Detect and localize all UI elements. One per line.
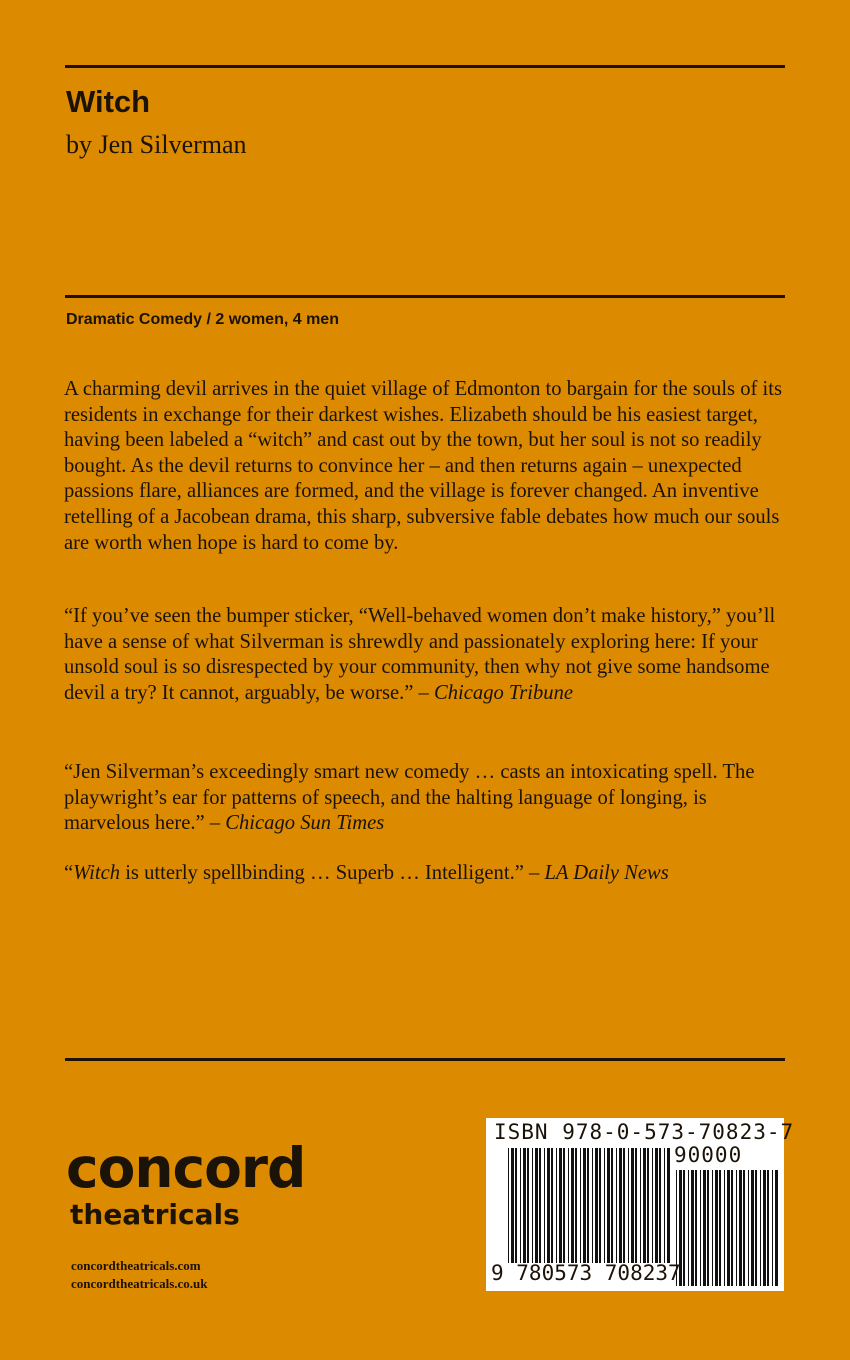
barcode-bar — [607, 1148, 610, 1263]
barcode-bar — [667, 1148, 670, 1263]
barcode-digits: 9 780573 708237 — [491, 1261, 681, 1285]
barcode-bar — [547, 1148, 550, 1263]
barcode-bar — [664, 1148, 665, 1263]
barcode-bar — [755, 1170, 757, 1286]
isbn-label: ISBN 978-0-573-70823-7 — [494, 1120, 795, 1144]
barcode-bar — [767, 1170, 769, 1286]
barcode-bar — [556, 1148, 557, 1263]
barcode-bar — [772, 1170, 773, 1286]
review-source: Chicago Sun Times — [225, 812, 385, 835]
barcode-bar — [616, 1148, 617, 1263]
barcode-bar — [515, 1148, 517, 1263]
review-quote: is utterly spellbinding … Superb … Intelligent.” – — [120, 862, 540, 884]
publisher-logo-concord: concord — [66, 1136, 306, 1200]
barcode-bar — [544, 1148, 545, 1263]
barcode-bar — [724, 1170, 725, 1286]
barcode-bar — [763, 1170, 766, 1286]
barcode-bar — [700, 1170, 701, 1286]
barcode-bar — [739, 1170, 742, 1286]
blurb-paragraph: A charming devil arrives in the quiet village of Edmonton to bargain for the souls of its residents in exchange for their darkest wishes. Elizabeth should be his easiest target, having been labeled a “witch” and cast out by the town, but her soul is not so readily bought. As the devil returns to convince her – and then returns again – unexpected passions flare, alliances are formed, and the village is forever changed. An inventive retelling of a Jacobean drama, this sharp, subversive fable debates how much our souls are worth when hope is hard to come by. — [64, 378, 782, 554]
barcode-bar — [508, 1148, 509, 1263]
barcode-bar — [599, 1148, 601, 1263]
review-quote: “If you’ve seen the bumper sticker, “Well-behaved women don’t make history,” you’ll have a sense of what Silverman is shrewdly and passionately exploring here: If your unsold soul is so disrespected by your community, then why not give some handsome devil a try? It cannot, arguably, be worse.” – — [64, 605, 776, 704]
review-chicago-tribune — [64, 604, 794, 706]
isbn-barcode — [486, 1118, 795, 1291]
review-source: Chicago Tribune — [434, 681, 574, 704]
barcode-bar — [748, 1170, 749, 1286]
barcode-bar — [647, 1148, 649, 1263]
barcode-bar — [604, 1148, 605, 1263]
barcode-bar — [631, 1148, 634, 1263]
barcode-bar — [775, 1170, 778, 1286]
review-chicago-sun-times — [64, 760, 794, 837]
barcode-bar — [559, 1148, 562, 1263]
barcode-bar — [520, 1148, 521, 1263]
barcode-bar — [731, 1170, 733, 1286]
barcode-bar — [655, 1148, 658, 1263]
barcode-bar — [587, 1148, 589, 1263]
barcode-bar — [707, 1170, 709, 1286]
publisher-logo-theatricals: theatricals — [70, 1198, 240, 1231]
barcode-addon-number: 90000 — [674, 1143, 743, 1167]
publisher-url-uk[interactable]: concordtheatricals.co.uk — [71, 1276, 208, 1291]
bottom-rule — [65, 1058, 785, 1061]
barcode-bar — [643, 1148, 646, 1263]
barcode-bar — [760, 1170, 761, 1286]
barcode-bar — [751, 1170, 754, 1286]
barcode-bar — [535, 1148, 538, 1263]
barcode-bar — [583, 1148, 586, 1263]
middle-rule — [65, 295, 785, 298]
barcode-bar — [652, 1148, 653, 1263]
barcode-bar — [527, 1148, 529, 1263]
barcode-bar — [571, 1148, 574, 1263]
barcode-bar — [640, 1148, 641, 1263]
barcode-bar — [568, 1148, 569, 1263]
barcode-bar — [628, 1148, 629, 1263]
top-rule — [65, 65, 785, 68]
barcode-bar — [703, 1170, 706, 1286]
barcode-bar — [719, 1170, 721, 1286]
book-title: Witch — [66, 84, 151, 119]
barcode-bar — [743, 1170, 745, 1286]
publisher-url-com[interactable]: concordtheatricals.com — [71, 1258, 201, 1273]
barcode-bar — [523, 1148, 526, 1263]
barcode-bar — [695, 1170, 697, 1286]
barcode-bar — [715, 1170, 718, 1286]
barcode-bar — [623, 1148, 625, 1263]
barcode-bar — [551, 1148, 553, 1263]
review-source: LA Daily News — [544, 862, 669, 884]
barcode-bar — [511, 1148, 514, 1263]
barcode-bar — [595, 1148, 598, 1263]
barcode-bar — [563, 1148, 565, 1263]
barcode-bar — [736, 1170, 737, 1286]
book-author: by Jen Silverman — [66, 130, 247, 159]
barcode-bar — [619, 1148, 622, 1263]
barcode-bar — [691, 1170, 694, 1286]
genre-cast-line: Dramatic Comedy / 2 women, 4 men — [66, 311, 339, 328]
barcode-bar — [539, 1148, 541, 1263]
review-la-daily-news — [64, 861, 794, 887]
barcode-bar — [575, 1148, 577, 1263]
barcode-bar — [532, 1148, 533, 1263]
barcode-bar — [688, 1170, 689, 1286]
barcode-bar — [727, 1170, 730, 1286]
barcode-bar — [580, 1148, 581, 1263]
barcode-bar — [635, 1148, 637, 1263]
barcode-bar — [611, 1148, 613, 1263]
barcode-bar — [712, 1170, 713, 1286]
review-quote: “Jen Silverman’s exceedingly smart new comedy … casts an intoxicating spell. The playwright’s ear for patterns of speech, and the halting language of longing, is marvelous here.” – — [64, 761, 755, 835]
barcode-bar — [683, 1170, 685, 1286]
barcode-bar — [592, 1148, 593, 1263]
review-italic-title: Witch — [73, 862, 121, 884]
barcode-bar — [659, 1148, 661, 1263]
review-open-quote: “ — [64, 862, 74, 884]
